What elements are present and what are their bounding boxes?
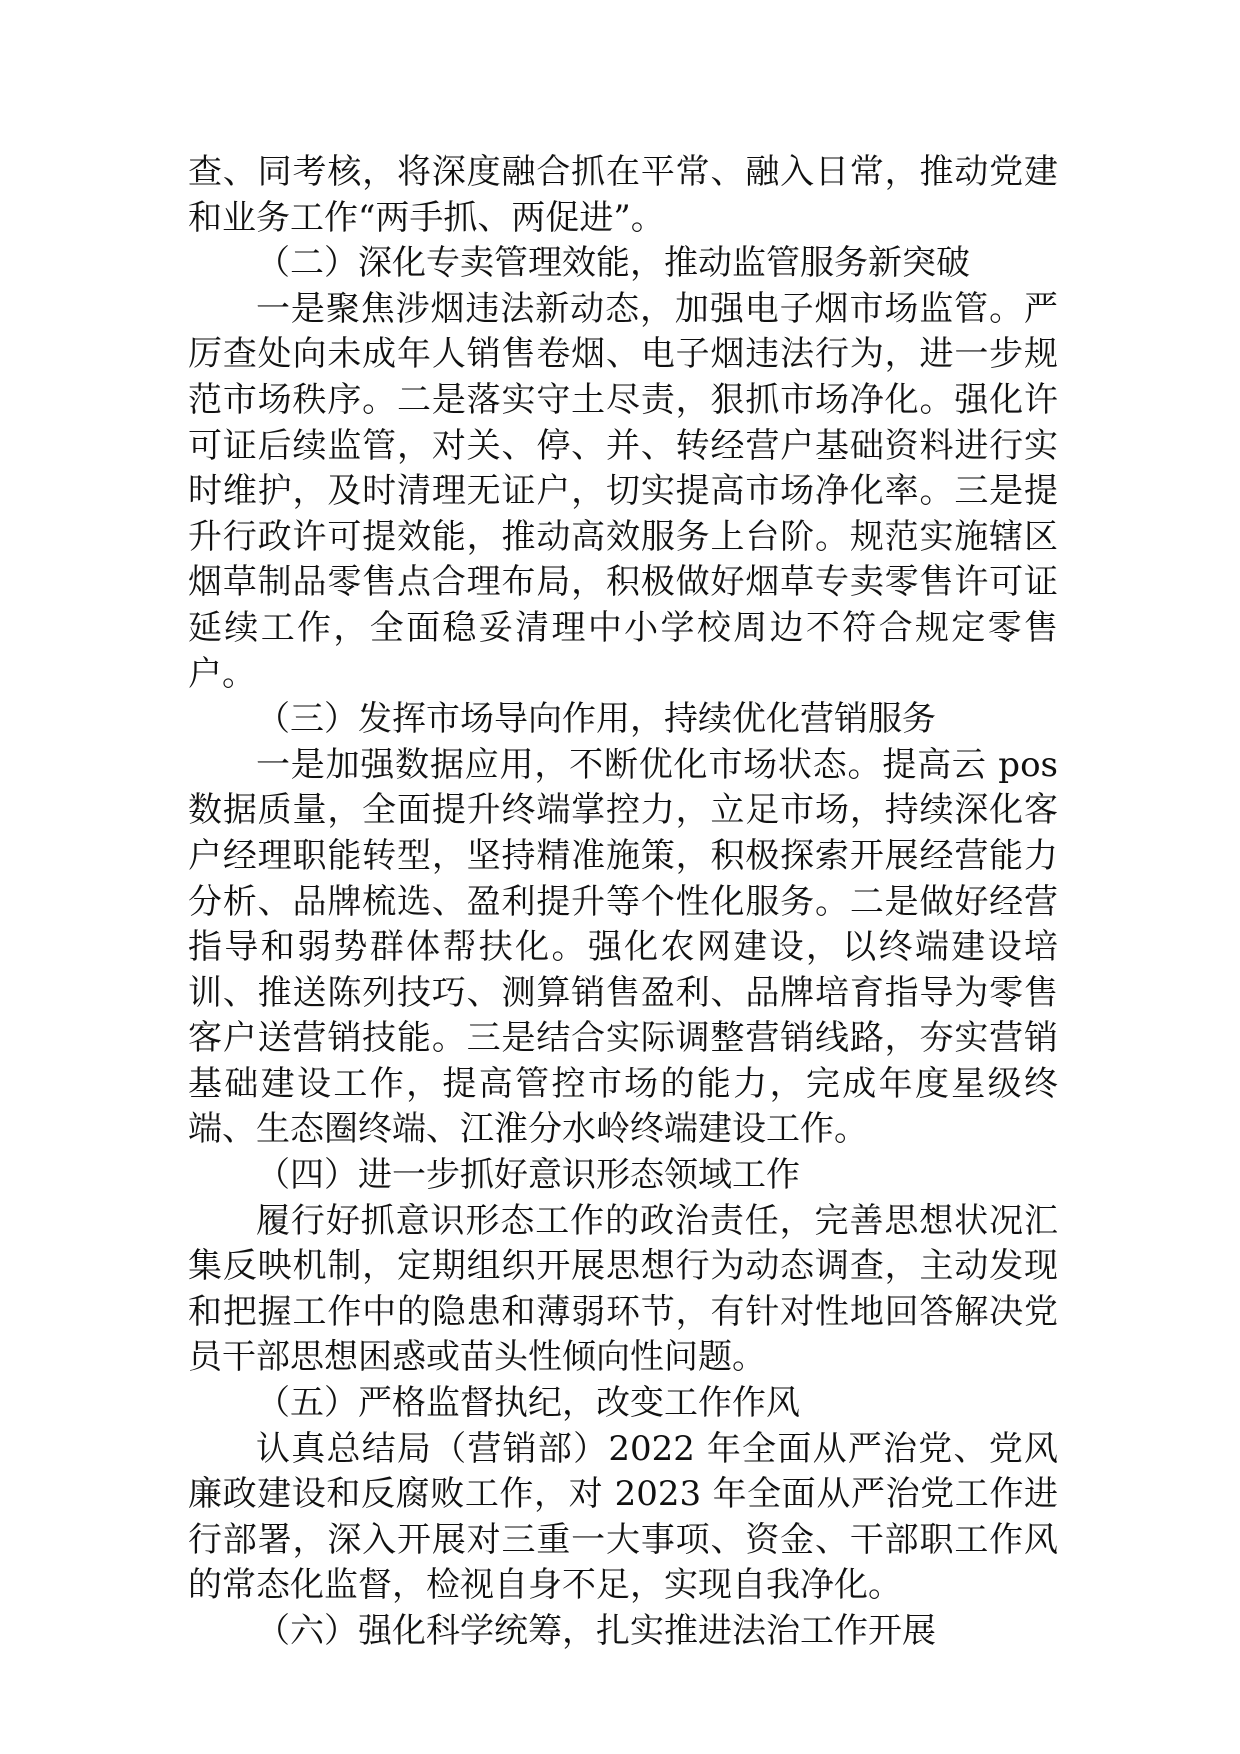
section-heading-2: （二）深化专卖管理效能，推动监管服务新突破 <box>256 243 970 284</box>
paragraph-ideology-work: 履行好抓意识形态工作的政治责任，完善思想状况汇集反映机制，定期组织开展思想行为动态调查，主动发现和把握工作中的隐患和薄弱环节，有针对性地回答解决党员干部思想困惑或苗头性倾向性问题。 <box>188 1200 1058 1378</box>
section-heading-5: （五）严格监督执纪，改变工作作风 <box>256 1383 800 1424</box>
section-heading-4: （四）进一步抓好意识形态领域工作 <box>256 1155 800 1196</box>
section-heading-3: （三）发挥市场导向作用，持续优化营销服务 <box>256 699 936 740</box>
paragraph-marketing-service: 一是加强数据应用，不断优化市场状态。提高云 pos 数据质量，全面提升终端掌控力，立足市场，持续深化客户经理职能转型，坚持精准施策，积极探索开展经营能力分析、品牌梳选、盈利提升等个性化服务。二是做好经营指导和弱势群体帮扶化。强化农网建设，以终端建设培训、推送陈列技巧、测算销售盈利、品牌培育指导为零售客户送营销技能。三是结合实际调整营销线路，夯实营销基础建设工作，提高管控市场的能力，完成年度星级终端、生态圈终端、江淮分水岭终端建设工作。 <box>188 744 1058 1150</box>
paragraph-monopoly-management: 一是聚焦涉烟违法新动态，加强电子烟市场监管。严厉查处向未成年人销售卷烟、电子烟违法行为，进一步规范市场秩序。二是落实守土尽责，狠抓市场净化。强化许可证后续监管，对关、停、并、转经营户基础资料进行实时维护，及时清理无证户，切实提高市场净化率。三是提升行政许可提效能，推动高效服务上台阶。规范实施辖区烟草制品零售点合理布局，积极做好烟草专卖零售许可证延续工作，全面稳妥清理中小学校周边不符合规定零售户。 <box>188 288 1058 694</box>
section-heading-6: （六）强化科学统筹，扎实推进法治工作开展 <box>256 1611 936 1651</box>
paragraph-discipline-supervision: 认真总结局（营销部）2022 年全面从严治党、党风廉政建设和反腐败工作，对 2023 年全面从严治党工作进行部署，深入开展对三重一大事项、资金、干部职工作风的常态化监督，检视自身不足，实现自我净化。 <box>188 1428 1058 1606</box>
paragraph-continuation: 查、同考核，将深度融合抓在平常、融入日常，推动党建和业务工作“两手抓、两促进”。 <box>188 152 1058 238</box>
document-body <box>188 150 1058 1655</box>
